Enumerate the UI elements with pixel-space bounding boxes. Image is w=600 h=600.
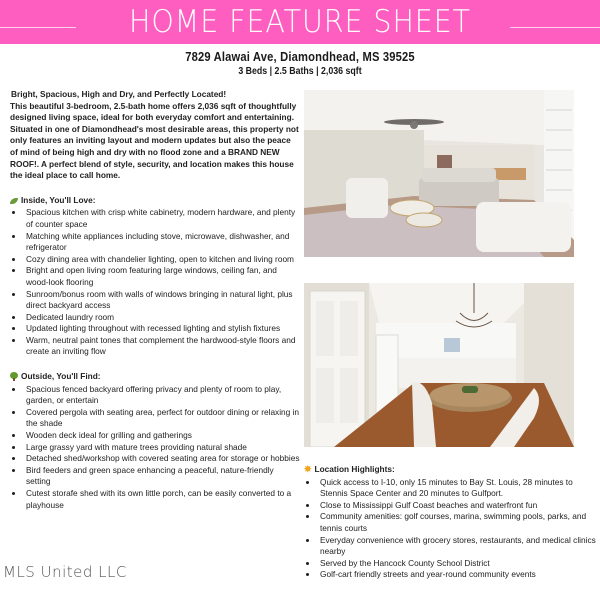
list-item: • Served by the Hancock County School District — [318, 558, 596, 570]
list-item: • Updated lighting throughout with recessed lighting and stylish fixtures — [24, 323, 300, 335]
list-item: • Dedicated laundry room — [24, 312, 300, 324]
list-item: • Golf-cart friendly streets and year-round community events — [318, 569, 596, 581]
leaf-icon — [10, 198, 18, 204]
page-title: HOME FEATURE SHEET — [128, 4, 472, 40]
tree-icon — [10, 372, 18, 381]
list-item: • Spacious fenced backyard offering privacy and plenty of room to play, garden, or entertain — [24, 384, 300, 407]
list-item: • Large grassy yard with mature trees providing natural shade — [24, 442, 300, 454]
intro-section — [10, 89, 300, 182]
outside-title-text: Outside, You'll Find: — [21, 371, 101, 382]
list-item: • Detached shed/workshop with covered seating area for storage or hobbies — [24, 453, 300, 465]
list-item: • Everyday convenience with grocery stores, restaurants, and medical clinics nearby — [318, 535, 596, 558]
list-item: • Matching white appliances including stove, microwave, dishwasher, and refrigerator — [24, 231, 300, 254]
outside-feature-list — [10, 384, 300, 512]
list-item: • Warm, neutral paint tones that complement the hardwood-style floors and create an inviting flow — [24, 335, 300, 358]
star-icon: ✸ — [304, 464, 312, 475]
header-banner — [0, 0, 600, 44]
inside-feature-list — [10, 207, 300, 358]
outside-section-title — [10, 371, 300, 383]
location-section-title — [304, 464, 596, 476]
list-item: • Cutest storafe shed with its own little porch, can be easily converted to a playhouse — [24, 488, 300, 511]
list-item: • Spacious kitchen with crisp white cabinetry, modern hardware, and plenty of counter space — [24, 207, 300, 230]
intro-body: This beautiful 3-bedroom, 2.5-bath home offers 2,036 sqft of thoughtfully designed living space, ideal for both everyday comfort and entertaining. Situated in one of Diamondhead's most desirable areas, this property not only features an inviting layout and modern updates but also the peace of mind of being high and dry with no flood zone and a BRAND NEW ROOF!. A perfect blend of style, security, and location makes this house the ideal place to call home. — [10, 100, 299, 181]
intro-headline: Bright, Spacious, High and Dry, and Perfectly Located! — [11, 89, 227, 99]
inside-section-title — [10, 195, 300, 207]
banner-rule-right — [510, 27, 600, 28]
list-item: • Covered pergola with seating area, perfect for outdoor dining or relaxing in the shade — [24, 407, 300, 430]
list-item: • Bird feeders and green space enhancing a peaceful, nature-friendly setting — [24, 465, 300, 488]
list-item: • Sunroom/bonus room with walls of windows bringing in natural light, plus direct backyard access — [24, 289, 300, 312]
property-address: 7829 Alawai Ave, Diamondhead, MS 39525 — [185, 49, 415, 64]
list-item: • Cozy dining area with chandelier lighting, open to kitchen and living room — [24, 254, 300, 266]
left-column — [10, 89, 300, 511]
right-column — [304, 464, 596, 581]
list-item: • Bright and open living room featuring large windows, ceiling fan, and wood-look flooring — [24, 265, 300, 288]
watermark: MLS United LLC — [3, 563, 127, 581]
list-item: • Quick access to I-10, only 15 minutes to Bay St. Louis, 28 minutes to Stennis Space Center and 20 minutes to Gulfport. — [318, 477, 596, 500]
location-title-text: Location Highlights: — [314, 464, 395, 474]
list-item: • Community amenities: golf courses, marina, swimming pools, parks, and tennis courts — [318, 511, 596, 534]
property-specs: 3 Beds | 2.5 Baths | 2,036 sqft — [238, 66, 362, 77]
list-item: • Close to Mississippi Gulf Coast beaches and waterfront fun — [318, 500, 596, 512]
living-room-photo — [304, 90, 574, 257]
dining-kitchen-photo — [304, 283, 574, 447]
location-highlight-list — [304, 477, 596, 581]
inside-title-text: Inside, You'll Love: — [21, 194, 96, 205]
list-item: • Wooden deck ideal for grilling and gatherings — [24, 430, 300, 442]
